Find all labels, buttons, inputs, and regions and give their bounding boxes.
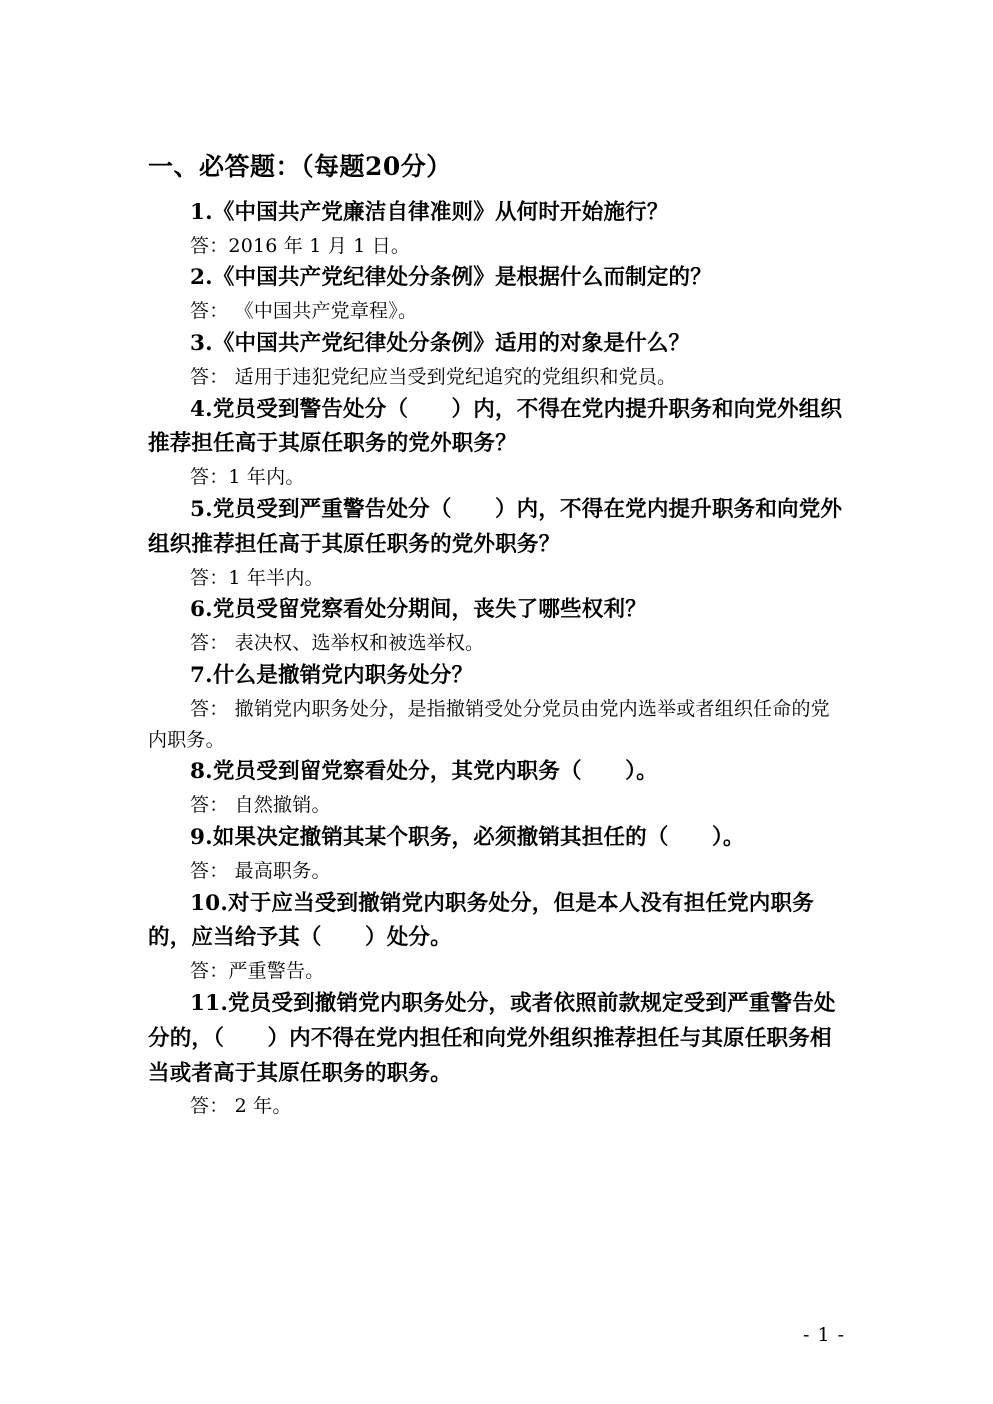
answer-6: 答： 表决权、选举权和被选举权。 (190, 632, 485, 655)
answer-5: 答：1 年半内。 (190, 566, 324, 589)
page-title: 一、必答题：（每题20分） (148, 152, 452, 181)
answer-4: 答：1 年内。 (190, 466, 305, 489)
question-8: 8.党员受到留党察看处分，其党内职务（ ）。 (190, 759, 658, 785)
question-5: 5.党员受到严重警告处分（ ）内，不得在党内提升职务和向党外组织推荐担任高于其原任职务的党外职务？ (148, 496, 843, 557)
answer-9: 答： 最高职务。 (190, 859, 331, 882)
question-4: 4.党员受到警告处分（ ）内，不得在党内提升职务和向党外组织推荐担任高于其原任职务的党外职务？ (148, 396, 843, 457)
answer-10: 答：严重警告。 (190, 960, 325, 983)
question-6: 6.党员受留党察看处分期间，丧失了哪些权利？ (190, 597, 647, 623)
answer-11: 答： 2 年。 (190, 1095, 292, 1118)
answer-1: 答：2016 年 1 月 1 日。 (190, 234, 411, 257)
question-10: 10.对于应当受到撤销党内职务处分，但是本人没有担任党内职务的，应当给予其（ ）处分。 (148, 890, 814, 951)
page-number: - 1 - (802, 1324, 845, 1346)
question-3: 3.《中国共产党纪律处分条例》适用的对象是什么？ (190, 330, 691, 356)
answer-3: 答： 适用于违犯党纪应当受到党纪追究的党组织和党员。 (190, 365, 677, 388)
question-7: 7.什么是撤销党内职务处分？ (190, 662, 474, 688)
answer-2: 答： 《中国共产党章程》。 (190, 300, 418, 323)
question-2: 2.《中国共产党纪律处分条例》是根据什么而制定的？ (190, 265, 712, 291)
question-9: 9.如果决定撤销其某个职务，必须撤销其担任的（ ）。 (190, 824, 745, 850)
question-11: 11.党员受到撤销党内职务处分，或者依照前款规定受到严重警告处分的，（ ）内不得在党内担任和向党外组织推荐担任与其原任职务相当或者高于其原任职务的职务。 (148, 990, 836, 1086)
answer-8: 答： 自然撤销。 (190, 794, 331, 817)
answer-7: 答： 撤销党内职务处分，是指撤销受处分党员由党内选举或者组织任命的党内职务。 (148, 697, 830, 751)
question-1: 1.《中国共产党廉洁自律准则》从何时开始施行？ (190, 199, 669, 225)
